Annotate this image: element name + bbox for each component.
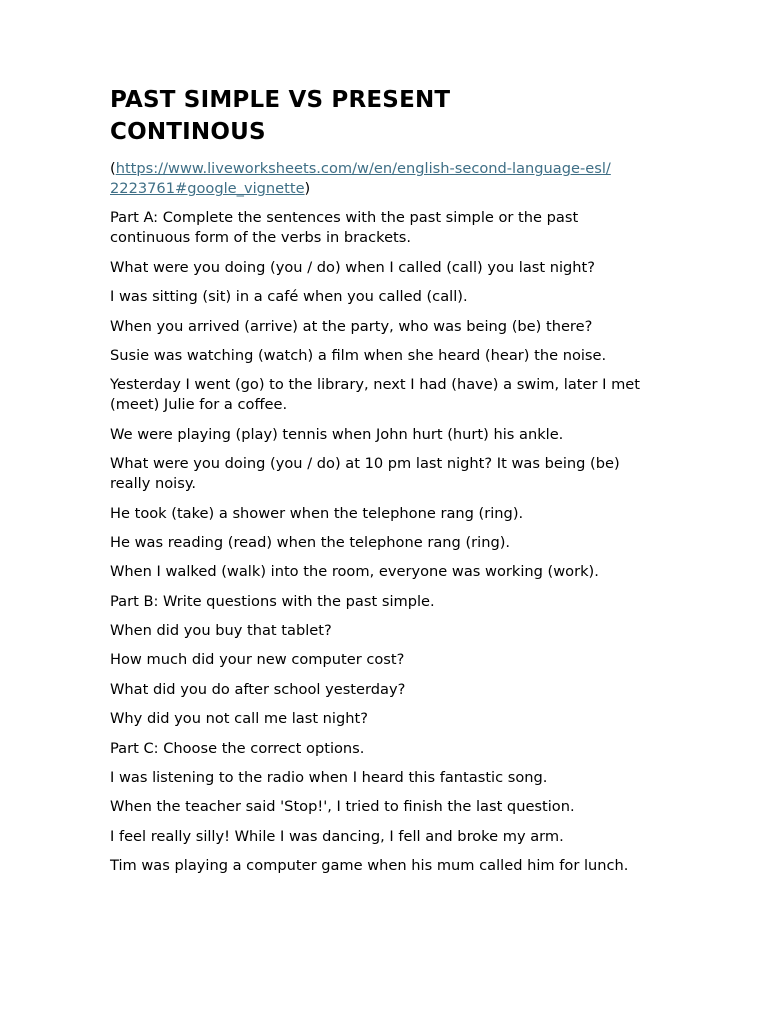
part-c-instruction: Part C: Choose the correct options. <box>110 739 365 757</box>
exercise-question: What did you do after school yesterday? <box>110 680 406 698</box>
source-close-paren: ) <box>304 180 311 197</box>
part-b-instruction: Part B: Write questions with the past simple. <box>110 592 435 610</box>
exercise-sentence: He was reading (read) when the telephone rang (ring). <box>110 533 511 551</box>
exercise-sentence: He took (take) a shower when the telephone rang (ring). <box>110 504 524 522</box>
source-open-paren: ( <box>110 160 116 177</box>
title-line-2: CONTINOUS <box>110 119 266 145</box>
source-link-line-2: 2223761#google_vignette <box>110 180 305 197</box>
exercise-sentence: When you arrived (arrive) at the party, who was being (be) there? <box>110 317 593 335</box>
exercise-sentence: We were playing (play) tennis when John hurt (hurt) his ankle. <box>110 425 564 443</box>
source-link-line-1: https://www.liveworksheets.com/w/en/english-second-language-esl/ <box>115 160 611 177</box>
part-a-instruction: Part A: Complete the sentences with the past simple or the past continuous form of the verbs in brackets. <box>110 209 579 247</box>
source-reference <box>110 159 655 199</box>
exercise-sentence: I feel really silly! While I was dancing, I fell and broke my arm. <box>110 827 564 845</box>
exercise-sentence: When I walked (walk) into the room, everyone was working (work). <box>110 563 599 581</box>
exercise-sentence: When the teacher said 'Stop!', I tried to finish the last question. <box>110 798 575 816</box>
exercise-question: Why did you not call me last night? <box>110 710 368 728</box>
exercise-sentence: Tim was playing a computer game when his mum called him for lunch. <box>110 857 629 875</box>
source-link[interactable] <box>110 160 611 197</box>
exercise-sentence: I was sitting (sit) in a café when you called (call). <box>110 288 468 306</box>
exercise-sentence: I was listening to the radio when I heard this fantastic song. <box>110 769 548 787</box>
exercise-sentence: What were you doing (you / do) at 10 pm last night? It was being (be) really noisy. <box>110 455 620 493</box>
document-page <box>110 84 655 886</box>
exercise-sentence: Yesterday I went (go) to the library, next I had (have) a swim, later I met (meet) Julie for a coffee. <box>110 376 640 414</box>
exercise-sentence: What were you doing (you / do) when I called (call) you last night? <box>110 258 596 276</box>
exercise-sentence: Susie was watching (watch) a film when she heard (hear) the noise. <box>110 346 607 364</box>
title-line-1: PAST SIMPLE VS PRESENT <box>110 87 451 113</box>
exercise-question: How much did your new computer cost? <box>110 651 405 669</box>
page-title <box>110 84 655 148</box>
exercise-question: When did you buy that tablet? <box>110 622 332 640</box>
